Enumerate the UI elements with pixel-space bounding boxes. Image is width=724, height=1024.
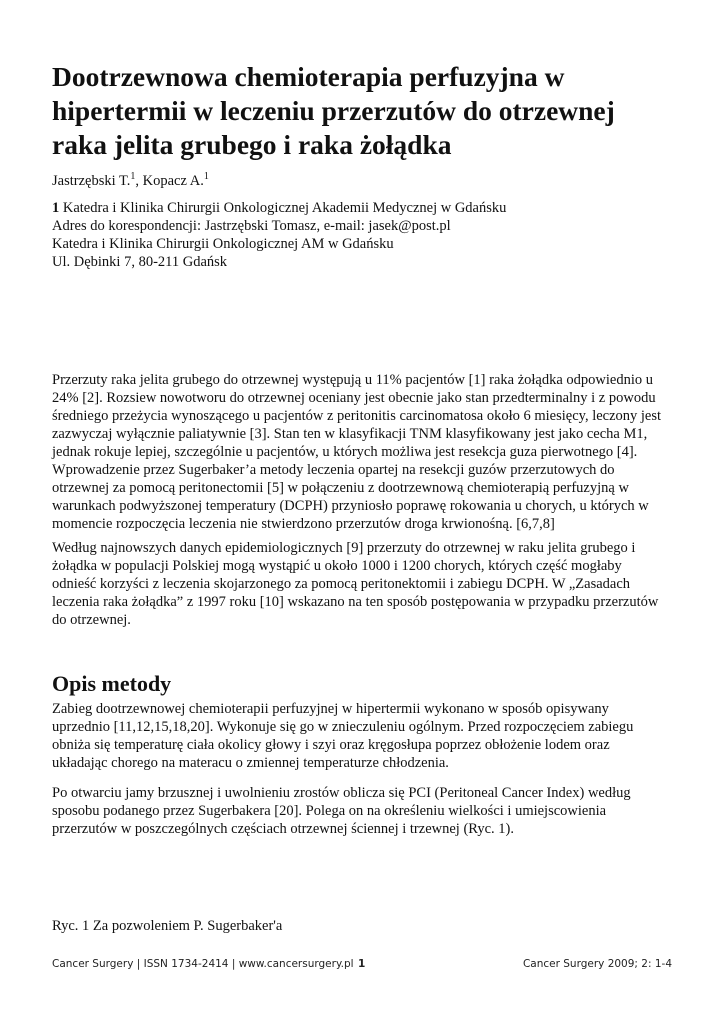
title-line: Dootrzewnowa chemioterapia perfuzyjna w: [52, 61, 565, 92]
text-line: otrzewnej za pomocą peritonectomii [5] w połączeniu z dootrzewnową chemioterapią perfuzyjną w: [52, 480, 629, 496]
correspondence-line: Adres do korespondencji: Jastrzębski Tomasz, e-mail: jasek@post.pl: [52, 217, 451, 234]
text-line: średniego przeżycia wynoszącego u pacjentów z peritonitis carcinomatosa około 6 miesięcy, leczony jest: [52, 408, 662, 424]
text-line: uprzednio [11,12,15,18,20]. Wykonuje się go w znieczuleniu ogólnym. Przed rozpoczęciem zabiegu: [52, 719, 634, 735]
article-page: [52, 60, 672, 934]
page-number: 1: [358, 958, 366, 970]
page-footer: [52, 958, 672, 976]
text-line: Wprowadzenie przez Sugerbaker’a metody leczenia opartej na resekcji guzów przerzutowych do: [52, 462, 615, 478]
text-line: układając chorego na materacu o zmiennej temperaturze chłodzenia.: [52, 755, 449, 771]
affiliation-number: 1: [52, 199, 60, 216]
section-heading: Opis metody: [52, 671, 172, 696]
text-line: leczenia raka żołądka” z 1997 roku [10] wskazano na ten sposób postępowania w przypadku przerzutów: [52, 594, 659, 610]
author-separator: ,: [135, 172, 143, 189]
text-line: warunkach podwyższonej temperatury (DCPH) przyniosło poprawę rokowania u chorych, u których w: [52, 498, 649, 514]
address-line: Ul. Dębinki 7, 80-211 Gdańsk: [52, 253, 228, 270]
figure-caption: Ryc. 1 Za pozwoleniem P. Sugerbaker'a: [52, 918, 283, 934]
affiliation-block: [52, 199, 672, 271]
affiliation-line: Katedra i Klinika Chirurgii Onkologicznej AM w Gdańsku: [52, 235, 394, 252]
text-line: obniża się temperaturę ciała okolicy głowy i szyi oraz kręgosłupa poprzez obłożenie lodem oraz: [52, 737, 610, 753]
footer-journal-info: Cancer Surgery | ISSN 1734-2414 | www.cancersurgery.pl: [52, 958, 354, 970]
text-line: sposobu podanego przez Sugerbakera [20]. Polega on na określeniu wielkości i umiejscowienia: [52, 803, 607, 819]
text-line: 24% [2]. Rozsiew nowotworu do otrzewnej oceniany jest obecnie jako stan przedterminalny i z powodu: [52, 390, 656, 406]
text-line: Przerzuty raka jelita grubego do otrzewnej występują u 11% pacjentów [1] raka żołądka odpowiednio u: [52, 372, 653, 388]
text-line: jednak rokuje lepiej, szczególnie u pacjentów, u których możliwa jest resekcja guza pierwotnego [4].: [52, 444, 638, 460]
text-line: momencie rozpoczęcia leczenia nie stwierdzono przerzutów droga krwionośną. [6,7,8]: [52, 516, 555, 532]
text-line: żołądka w populacji Polskiej mogą wystąpić u około 1000 i 1200 chorych, których część mogłaby: [52, 558, 622, 574]
author-name: Jastrzębski T.: [52, 172, 131, 189]
title-line: raka jelita grubego i raka żołądka: [52, 129, 452, 160]
text-line: odnieść korzyści z leczenia skojarzonego za pomocą peritonektomii i zabiegu DCPH. W „Zasadach: [52, 576, 631, 592]
footer-citation: Cancer Surgery 2009; 2: 1-4: [522, 958, 672, 970]
method-paragraph: [52, 700, 672, 772]
text-line: Zabieg dootrzewnowej chemioterapii perfuzyjnej w hipertermii wykonano w sposób opisywany: [52, 701, 609, 717]
text-line: przerzutów w poszczególnych częściach otrzewnej ściennej i trzewnej (Ryc. 1).: [52, 821, 514, 837]
text-line: zazwyczaj wyłącznie paliatywnie [3]. Stan ten w klasyfikacji TNM klasyfikowany jest jako cecha M1,: [52, 426, 648, 442]
intro-paragraph: [52, 371, 672, 533]
text-line: Po otwarciu jamy brzusznej i uwolnieniu zrostów oblicza się PCI (Peritoneal Cancer Index) według: [52, 785, 631, 801]
title-line: hipertermii w leczeniu przerzutów do otrzewnej: [52, 95, 615, 126]
epidemiology-paragraph: [52, 539, 672, 629]
method-paragraph: [52, 784, 672, 838]
article-title: [52, 60, 672, 162]
authors-line: [52, 168, 672, 190]
author-affil-marker: 1: [203, 171, 209, 182]
author-affil-marker: 1: [130, 171, 136, 182]
text-line: do otrzewnej.: [52, 612, 131, 628]
text-line: Według najnowszych danych epidemiologicznych [9] przerzuty do otrzewnej w raku jelita grubego i: [52, 540, 636, 556]
affiliation-line: Katedra i Klinika Chirurgii Onkologicznej Akademii Medycznej w Gdańsku: [59, 199, 507, 216]
author-name: Kopacz A.: [142, 172, 204, 189]
